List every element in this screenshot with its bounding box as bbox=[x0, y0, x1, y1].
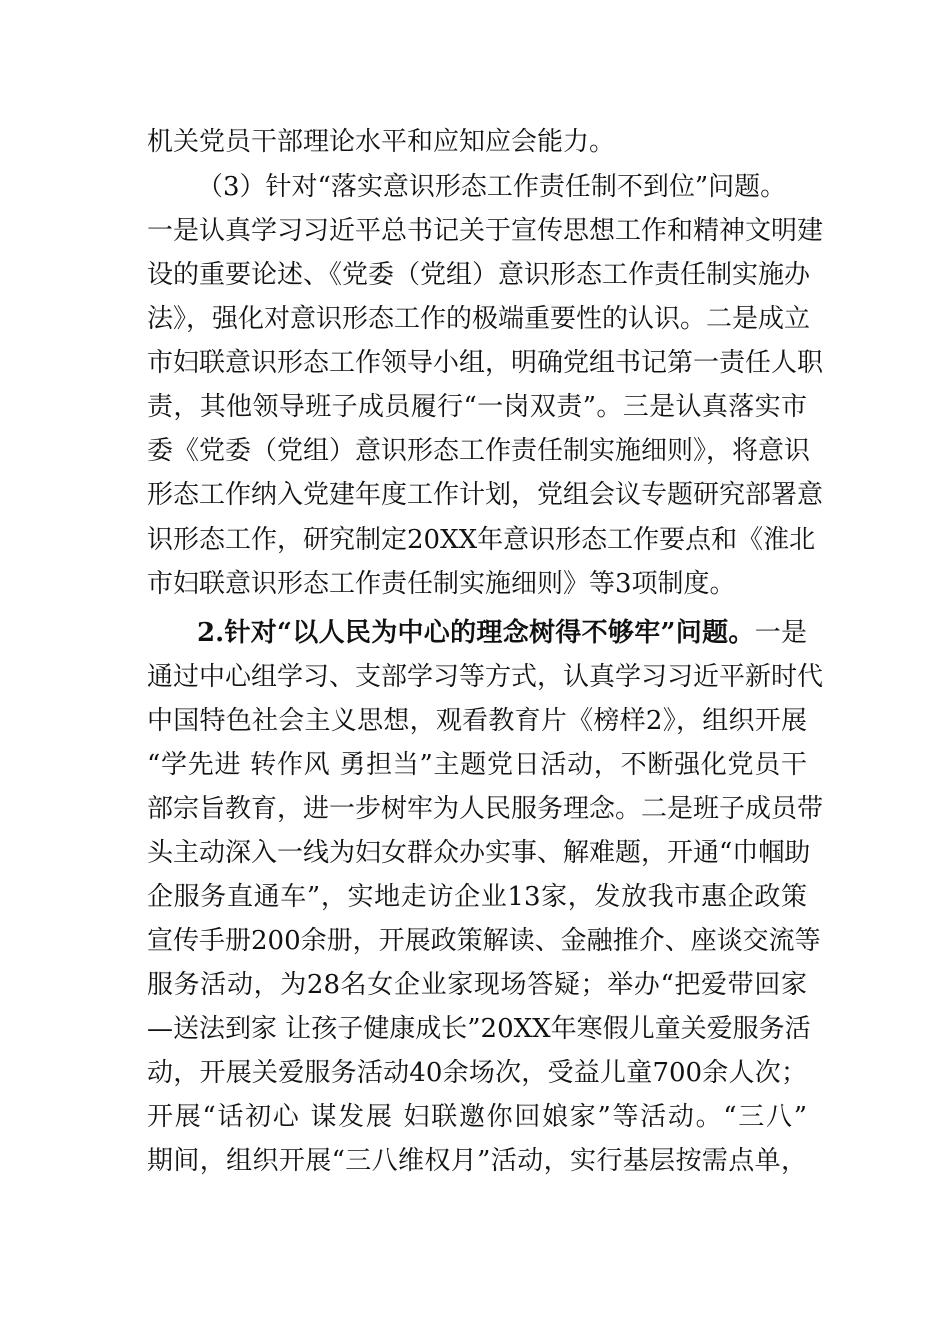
paragraph-line: 期间，组织开展“三八维权月”活动，实行基层按需点单， bbox=[147, 1146, 807, 1176]
paragraph-line: （3）针对“落实意识形态工作责任制不到位”问题。 bbox=[197, 172, 787, 202]
paragraph-line: —送法到家 让孩子健康成长”20XX年寒假儿童关爱服务活 bbox=[147, 1014, 811, 1044]
paragraph-line: 法》，强化对意识形态工作的极端重要性的认识。二是成立 bbox=[147, 304, 811, 334]
paragraph-line: 头主动深入一线为妇女群众办实事、解难题，开通“巾帼助 bbox=[147, 838, 811, 868]
paragraph-line: 一是认真学习习近平总书记关于宣传思想工作和精神文明建 bbox=[147, 216, 824, 246]
paragraph-line: 企服务直通车”，实地走访企业13家，发放我市惠企政策 bbox=[147, 882, 807, 912]
paragraph-line: 设的重要论述、《党委（党组）意识形态工作责任制实施办 bbox=[147, 260, 811, 290]
section-heading-line bbox=[197, 611, 807, 655]
paragraph-line: 部宗旨教育，进一步树牢为人民服务理念。二是班子成员带 bbox=[147, 794, 824, 824]
paragraph-line: 委《党委（党组）意识形态工作责任制实施细则》，将意识 bbox=[147, 436, 811, 466]
paragraph-line: 形态工作纳入党建年度工作计划，党组会议专题研究部署意 bbox=[147, 480, 824, 510]
paragraph-line: 通过中心组学习、支部学习等方式，认真学习习近平新时代 bbox=[147, 662, 824, 692]
paragraph-line: 责，其他领导班子成员履行“一岗双责”。三是认真落实市 bbox=[147, 392, 807, 422]
paragraph-line: 识形态工作，研究制定20XX年意识形态工作要点和《淮北 bbox=[147, 525, 816, 555]
paragraph-line: “学先进 转作风 勇担当”主题党日活动，不断强化党员干 bbox=[147, 750, 807, 780]
section-heading: 2.针对“以人民为中心的理念树得不够牢”问题。 bbox=[197, 618, 755, 648]
paragraph-line: 开展“话初心 谋发展 妇联邀你回娘家”等活动。“三八” bbox=[147, 1102, 807, 1132]
paragraph-line: 动，开展关爱服务活动40余场次，受益儿童700余人次； bbox=[147, 1058, 807, 1088]
paragraph-line: 服务活动，为28名女企业家现场答疑；举办“把爱带回家 bbox=[147, 970, 807, 1000]
section-heading-tail: 一是 bbox=[754, 618, 807, 648]
paragraph-line: 中国特色社会主义思想，观看教育片《榜样2》，组织开展 bbox=[147, 706, 807, 736]
paragraph-line: 市妇联意识形态工作责任制实施细则》等3项制度。 bbox=[147, 569, 736, 599]
paragraph-line: 市妇联意识形态工作领导小组，明确党组书记第一责任人职 bbox=[147, 348, 824, 378]
paragraph-line: 宣传手册200余册，开展政策解读、金融推介、座谈交流等 bbox=[147, 926, 821, 956]
paragraph-line: 机关党员干部理论水平和应知应会能力。 bbox=[147, 127, 616, 157]
